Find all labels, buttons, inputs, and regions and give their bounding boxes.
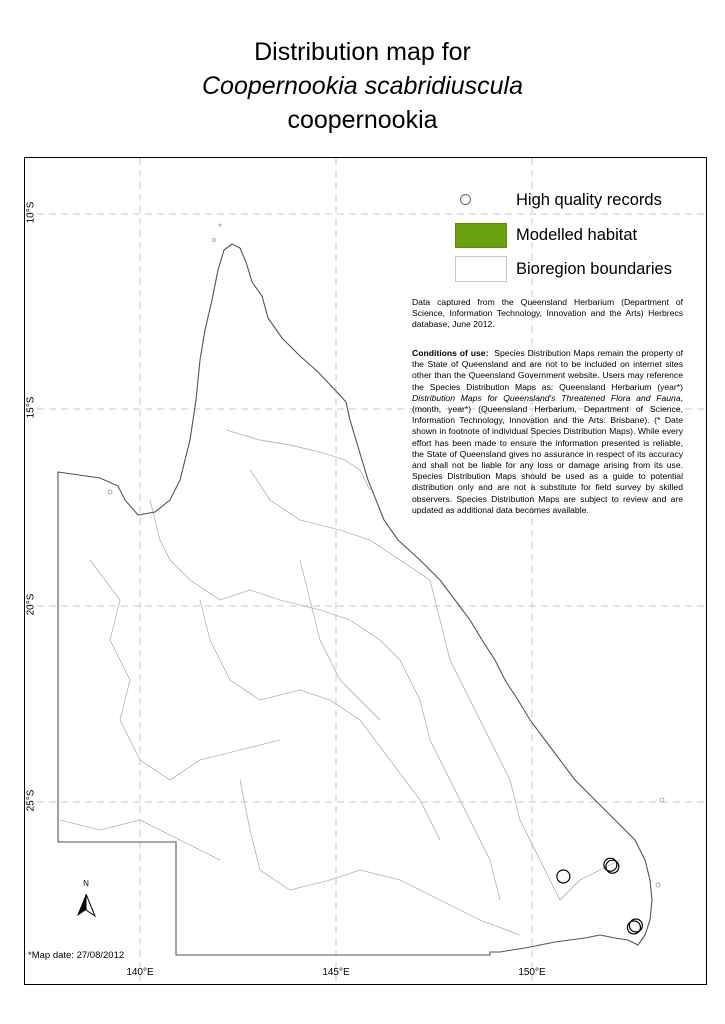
- record-point-0: [557, 870, 570, 883]
- legend-modelled-habitat: Modelled habitat: [516, 226, 638, 244]
- map-title-line1: Distribution map for: [254, 38, 471, 66]
- conditions-text-italic: Distribution Maps for Queensland's Threatened Flora and Fauna: [412, 392, 681, 403]
- lat-label-15: 15°S: [25, 396, 37, 419]
- lat-label-20: 20°S: [25, 593, 37, 616]
- lon-label-140: 140°E: [126, 967, 154, 978]
- conditions-of-use: Conditions of use: Species Distribution Maps remain the property of the State of Queensland and are not to be included on internet sites other than the Queensland Government website. Users may reference the Species Distribution Maps as: Queensland Herbarium (year*) Distribution Maps for Queensland's Threatened Flora and Fauna, (month, year*) (Queensland Herbarium, Department of Science, Information Technology, Innovation and the Arts: Brisbane). (* Date shown in footnote of individual Species Distribution Maps). While every effort has been made to ensure the information presented is reliable, the State of Queensland gives no assurance in respect of its accuracy and shall not be liable for any loss or damage arising from its use. Species Distribution Maps should be used as a guide to potential distribution only and are not a substitute for field survey by skilled observers. Species Distribution Maps are subject to review and are updated as additional data becomes available.: [412, 348, 683, 515]
- conditions-text-b: , (month, year*) (Queensland Herbarium, Department of Science, Information Technology, Innovation and the Arts: Brisbane). (* Date shown in footnote of individual Species Distribution Maps). While every effort has been made to ensure the information presented is reliable, the State of Queensland gives no assurance in respect of its accuracy and shall not be liable for any loss or damage arising from its use. Species Distribution Maps should be used as a guide to potential distribution only and are not a substitute for field survey by skilled observers. Species Distribution Maps are subject to review and are updated as additional data becomes available.: [412, 392, 683, 515]
- conditions-text-a: Species Distribution Maps remain the property of the State of Queensland and are not to be included on internet sites other than the Queensland Government website. Users may reference the Species Distribution Maps as: Queensland Herbarium (year*): [412, 348, 683, 392]
- lat-label-10: 10°S: [25, 201, 37, 224]
- map-title-species: Coopernookia scabridiuscula: [201, 72, 524, 100]
- north-arrow-icon: [77, 894, 95, 916]
- legend-bioregion: Bioregion boundaries: [516, 260, 672, 278]
- legend-high-quality: High quality records: [516, 191, 662, 209]
- map-title-common-name: coopernookia: [287, 106, 438, 134]
- north-label: N: [83, 879, 89, 888]
- conditions-heading: Conditions of use: [412, 348, 486, 358]
- high-quality-records: [557, 858, 643, 934]
- bioregion-swatch-icon: [455, 256, 507, 282]
- lat-label-25: 25°S: [25, 789, 37, 812]
- map-date: *Map date: 27/08/2012: [28, 950, 125, 961]
- modelled-habitat-swatch-icon: [455, 223, 507, 248]
- lon-label-145: 145°E: [322, 967, 350, 978]
- high-quality-record-symbol-icon: [460, 194, 471, 205]
- lon-label-150: 150°E: [518, 967, 546, 978]
- data-source-note: Data captured from the Queensland Herbarium (Department of Science, Information Technology, Innovation and the Arts) Herbrecs database, June 2012.: [412, 297, 683, 330]
- graticule: [25, 158, 706, 984]
